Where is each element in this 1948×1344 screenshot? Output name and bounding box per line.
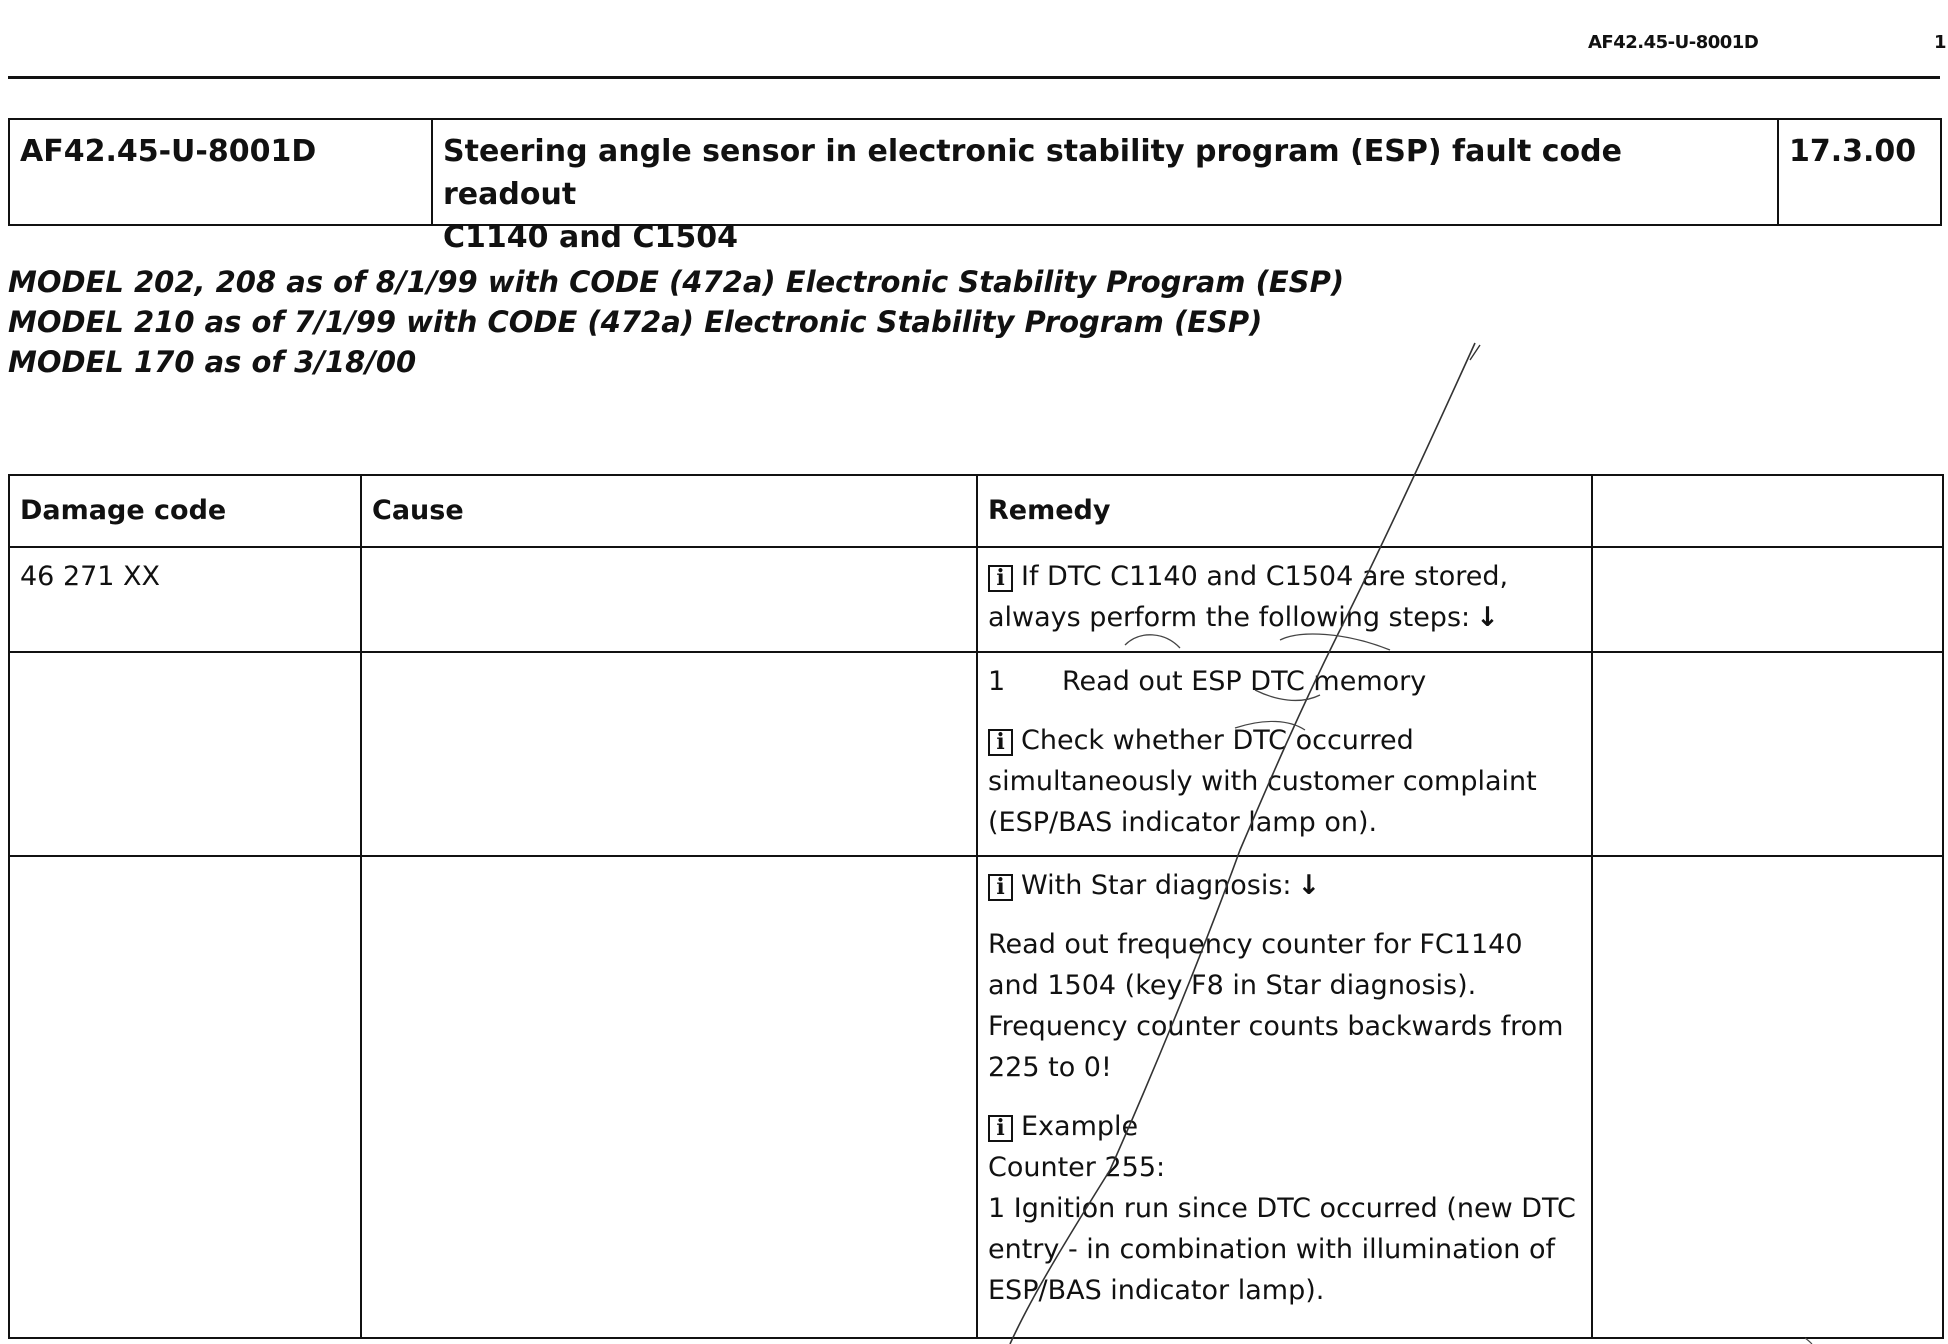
damage-code-cell: 46 271 XX: [9, 547, 361, 652]
info-icon: i: [988, 729, 1013, 756]
remedy-note: [988, 720, 1581, 843]
info-icon: i: [988, 565, 1013, 592]
step-text: Read out ESP DTC memory: [1062, 666, 1427, 697]
column-header-blank: [1592, 475, 1943, 547]
remedy-text: always perform the following steps:: [988, 602, 1471, 633]
step-number: 1: [988, 666, 1006, 697]
example-label: Example: [1021, 1111, 1139, 1142]
fault-code-table: [8, 474, 1944, 1339]
remedy-text: (ESP/BAS indicator lamp on).: [988, 807, 1378, 838]
damage-code-cell: [9, 856, 361, 1338]
down-arrow-icon: ↓: [1297, 870, 1321, 901]
extra-cell: [1592, 652, 1943, 856]
column-header-damage-code: Damage code: [9, 475, 361, 547]
cause-cell: [361, 652, 977, 856]
page-header: [0, 30, 1948, 54]
remedy-example: [988, 1106, 1581, 1311]
remedy-text: ESP/BAS indicator lamp).: [988, 1275, 1325, 1306]
info-icon: i: [988, 1115, 1013, 1142]
document-date: 17.3.00: [1789, 134, 1917, 169]
remedy-cell: [977, 856, 1592, 1338]
remedy-text: entry - in combination with illumination of: [988, 1234, 1556, 1265]
model-applicability: [8, 262, 1408, 382]
title-block: [8, 118, 1942, 255]
remedy-text: 1 Ignition run since DTC occurred (new DTC: [988, 1193, 1576, 1224]
remedy-text: 225 to 0!: [988, 1052, 1112, 1083]
remedy-text: Frequency counter counts backwards from: [988, 1011, 1564, 1042]
title-line-2: C1140 and C1504: [443, 220, 738, 255]
header-doc-id: AF42.45-U-8001D: [1588, 32, 1759, 53]
table-row: [9, 547, 1943, 652]
extra-cell: [1592, 547, 1943, 652]
remedy-text: Check whether DTC occurred: [1021, 725, 1414, 756]
column-header-cause: Cause: [361, 475, 977, 547]
remedy-text: With Star diagnosis:: [1021, 870, 1292, 901]
down-arrow-icon: ↓: [1476, 602, 1499, 633]
table-row: [9, 652, 1943, 856]
remedy-note: [988, 865, 1581, 906]
info-icon: i: [988, 874, 1013, 901]
page-number: 1: [1934, 32, 1947, 53]
remedy-paragraph: [988, 924, 1581, 1088]
model-line: MODEL 170 as of 3/18/00: [8, 345, 417, 379]
remedy-text: If DTC C1140 and C1504 are stored,: [1021, 561, 1509, 592]
title-line-1: Steering angle sensor in electronic stability program (ESP) fault code readout: [443, 134, 1622, 212]
header-divider: [8, 76, 1940, 79]
column-header-remedy: Remedy: [977, 475, 1592, 547]
remedy-note: [988, 556, 1581, 638]
cause-cell: [361, 856, 977, 1338]
title-doc-id: AF42.45-U-8001D: [10, 120, 433, 224]
remedy-text: Read out frequency counter for FC1140: [988, 929, 1523, 960]
remedy-text: simultaneously with customer complaint: [988, 766, 1537, 797]
counter-label: Counter 255:: [988, 1152, 1166, 1183]
remedy-step: [988, 661, 1581, 702]
damage-code-cell: [9, 652, 361, 856]
remedy-text: and 1504 (key F8 in Star diagnosis).: [988, 970, 1477, 1001]
table-row: [9, 856, 1943, 1338]
cause-cell: [361, 547, 977, 652]
remedy-cell: [977, 547, 1592, 652]
remedy-cell: [977, 652, 1592, 856]
document-title: [433, 120, 1779, 255]
model-line: MODEL 210 as of 7/1/99 with CODE (472a) Electronic Stability Program (ESP): [8, 305, 1263, 339]
extra-cell: [1592, 856, 1943, 1338]
model-line: MODEL 202, 208 as of 8/1/99 with CODE (472a) Electronic Stability Program (ESP): [8, 265, 1345, 299]
table-header-row: [9, 475, 1943, 547]
